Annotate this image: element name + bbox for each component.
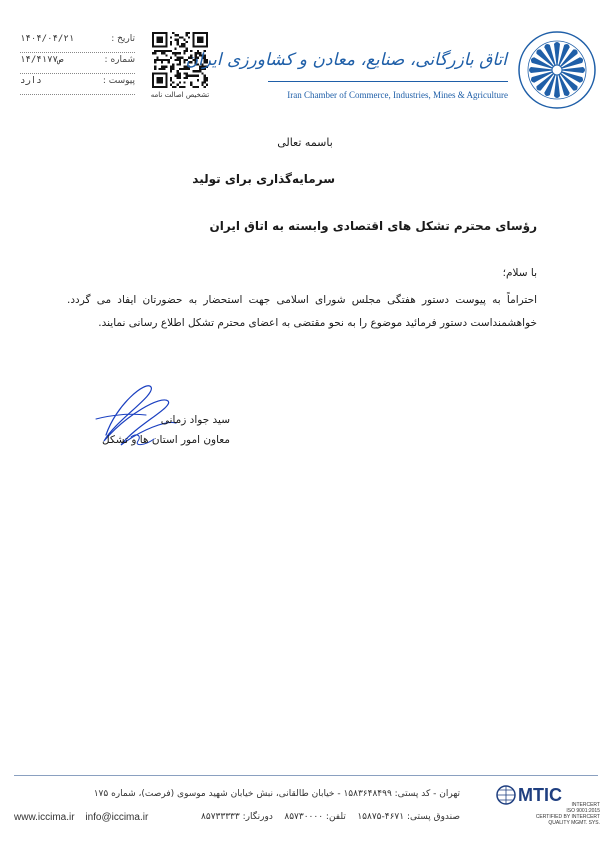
footer-website[interactable]: www.iccima.ir [14,812,75,823]
org-divider [268,81,508,82]
footer-contacts [201,812,460,822]
cert-sub3: CERTIFIED BY INTERCERT QUALITY MGMT. SYS. [535,814,600,826]
letter-greeting: با سلام؛ [502,267,537,279]
number-row [20,55,135,74]
footer-divider [14,775,598,776]
org-name-en: Iran Chamber of Commerce, Industries, Mines & Agriculture [287,90,508,100]
footer-phone: تلفن: ۸۵۷۳۰۰۰۰ [284,812,346,822]
footer-email[interactable]: info@iccima.ir [85,812,149,823]
bismillah: باسمه تعالی [277,136,333,149]
footer-address: تهران - کد پستی: ۱۵۸۳۶۴۸۴۹۹ - خیابان طالقانی، نبش خیابان شهید موسوی (فرصت)، شماره ۱۷۵ [93,789,460,799]
signer-title: معاون امور استان ها و تشکل [101,434,230,446]
number-value: ۱۴/۴۱۷۷ص [20,55,64,65]
attachment-row [20,76,135,95]
chamber-logo-icon [517,30,597,110]
number-label: شماره : [104,55,135,65]
date-label: تاریخ : [111,34,135,44]
footer-web [14,812,156,823]
cert-sub1: INTERCERT [571,802,600,808]
org-name-fa: اتاق بازرگانی، صنایع، معادن و کشاورزی ایران [185,50,507,70]
cert-subtext [522,802,600,826]
cert-name: MTIC [518,785,562,805]
attachment-label: پیوست : [102,76,135,86]
signer-name: سید جواد زمانی [160,414,230,426]
date-value: ۱۴۰۴/۰۴/۲۱ [20,34,75,44]
letter-meta [20,34,135,97]
cert-sub2: ISO 9001:2015 [566,808,600,814]
attachment-value: دارد [20,76,42,86]
letter-subject: سرمایه‌گذاری برای تولید [192,172,335,186]
date-row [20,34,135,53]
letter-recipient: رؤسای محترم تشکل های اقتصادی وابسته به اتاق ایران [209,219,537,233]
footer-po-box: صندوق پستی: ۴۶۷۱-۱۵۸۷۵ [357,812,460,822]
footer-fax: دورنگار: ۸۵۷۳۳۳۳۳ [201,812,273,822]
qr-caption: تشخیص اصالت نامه [150,91,210,99]
letter-body: احتراماً به پیوست دستور هفتگی مجلس شورای اسلامی جهت استحضار به حضورتان ایفاد می گردد. خواهشمنداست دستور فرمائید موضوع را به نحو مقتضی به اعضای محترم تشکل اطلاع رسانی نمایند. [67,294,537,329]
